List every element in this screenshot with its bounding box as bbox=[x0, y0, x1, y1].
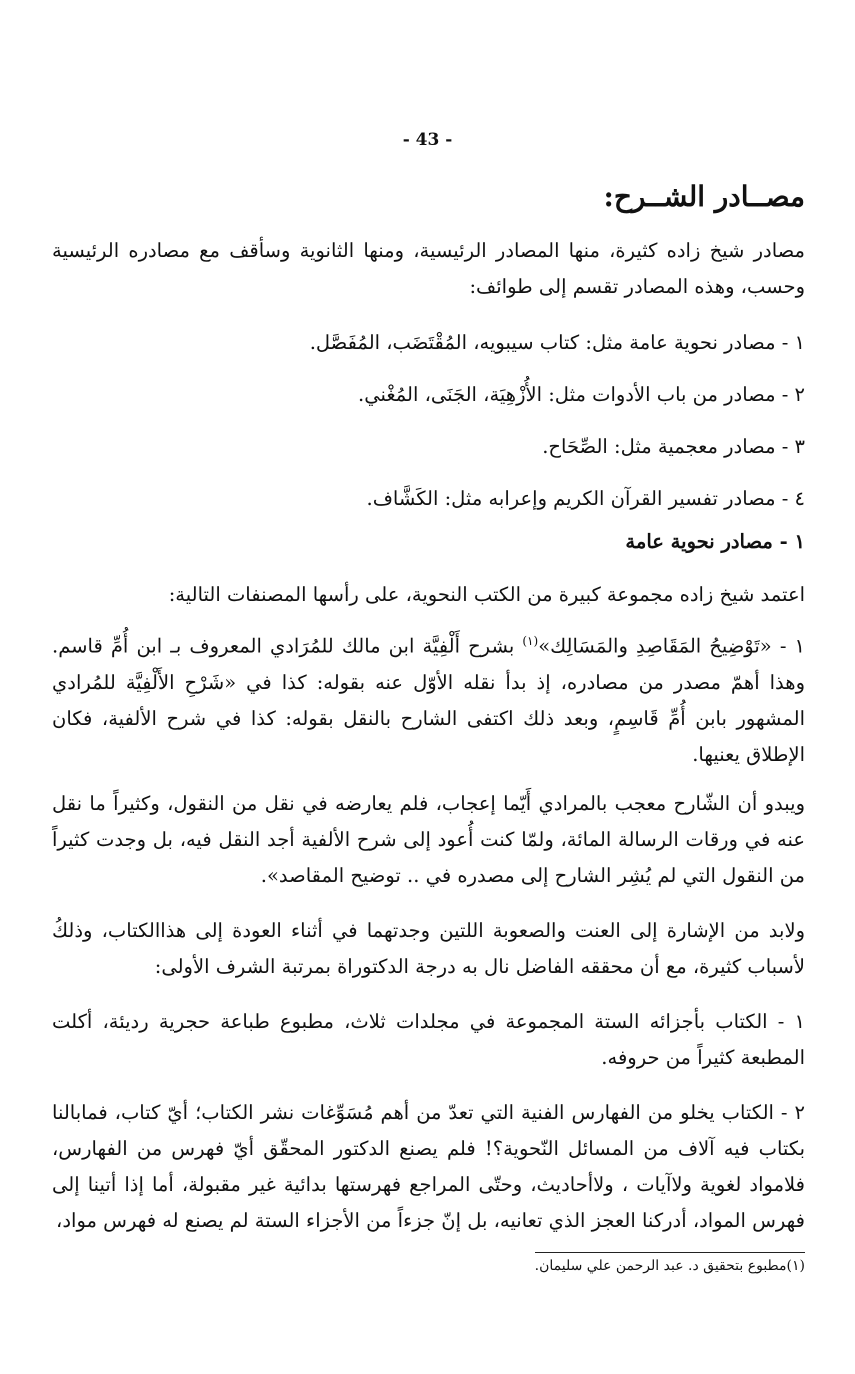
footnote: (١)مطبوع بتحقيق د. عبد الرحمن علي سليمان. bbox=[534, 1258, 805, 1274]
paragraph-1-body: بشرح أَلْفِيَّة ابن مالك للمُرَادي المعروف بـ ابن أُمِّ قاسم. وهذا أهمّ مصدر من مصادره، إذ بدأ نقله الأوّل عنه بقوله: كذا في «شَرْحِ الأَلْفِيَّة للمُرادي المشهور بابن أُمِّ قَاسِمٍ، وبعد ذلك اكتفى الشارح بالنقل بقوله: كذا في شرح الألفية، فكان الإطلاق يعنيها. bbox=[52, 634, 805, 766]
category-item-2: ٢ - مصادر من باب الأدوات مثل: الأُزْهِيَة، الجَنَى، المُغْني. bbox=[358, 383, 805, 406]
category-item-1: ١ - مصادر نحوية عامة مثل: كتاب سيبويه، المُقْتَضَب، المُفَصَّل. bbox=[309, 331, 805, 354]
point-1: ١ - الكتاب بأجزائه الستة المجموعة في مجلدات ثلاث، مطبوع طباعة حجرية رديئة، أكلت المطبعة كثيراً من حروفه. bbox=[52, 1010, 805, 1069]
subsection-intro: اعتمد شيخ زاده مجموعة كبيرة من الكتب النحوية، على رأسها المصنفات التالية: bbox=[168, 583, 805, 606]
category-item-4: ٤ - مصادر تفسير القرآن الكريم وإعرابه مثل: الكَشَّاف. bbox=[366, 487, 805, 510]
intro-paragraph: مصادر شيخ زاده كثيرة، منها المصادر الرئيسية، ومنها الثانوية وسأقف مع مصادره الرئيسية وحسب، وهذه المصادر تقسم إلى طوائف: bbox=[52, 239, 805, 298]
page-number: - 43 - bbox=[402, 130, 453, 150]
point-2: ٢ - الكتاب يخلو من الفهارس الفنية التي تعدّ من أهم مُسَوِّغات نشر الكتاب؛ أيّ كتاب، فمابالنا بكتاب فيه آلاف من المسائل النّحوية؟! فلم يصنع الدكتور المحقّق أيّ فهرس من الفهارس، فلامواد لغوية ولاآيات ، ولاأحاديث، وحتّى المراجع فهرستها بدائية غير مقبولة، أما إذا أتينا إلى فهرس المواد، أدركنا العجز الذي تعانيه، بل إنّ جزءاً من الأجزاء الستة لم يصنع له فهرس مواد، bbox=[52, 1101, 805, 1232]
subsection-title: ١ - مصادر نحوية عامة bbox=[625, 530, 805, 553]
category-item-3: ٣ - مصادر معجمية مثل: الصِّحَاح. bbox=[542, 435, 805, 458]
footnote-marker: (١) bbox=[522, 634, 539, 648]
paragraph-1-title: ١ - «تَوْضِيحُ المَقَاصِدِ والمَسَالِك» bbox=[538, 634, 805, 658]
paragraph-3: ولابد من الإشارة إلى العنت والصعوبة اللتين وجدتهما في أثناء العودة إلى هذاالكتاب، وذلكُ لأسباب كثيرة، مع أن محققه الفاضل نال به درجة الدكتوراة بمرتبة الشرف الأولى: bbox=[52, 919, 805, 978]
paragraph-1 bbox=[52, 623, 805, 773]
paragraph-2: ويبدو أن الشّارح معجب بالمرادي أَيّما إعجاب، فلم يعارضه في نقل من النقول، وكثيراً ما نقل عنه في ورقات الرسالة المائة، ولمّا كنت أُعود إلى شرح الألفية أجد النقل فيه، بل وجدت كثيراً من النقول التي لم يُشِر الشارح إلى مصدره في .. توضيح المقاصد». bbox=[52, 792, 805, 887]
footnote-divider bbox=[535, 1252, 805, 1253]
section-heading: مصــادر الشــرح: bbox=[603, 180, 805, 213]
